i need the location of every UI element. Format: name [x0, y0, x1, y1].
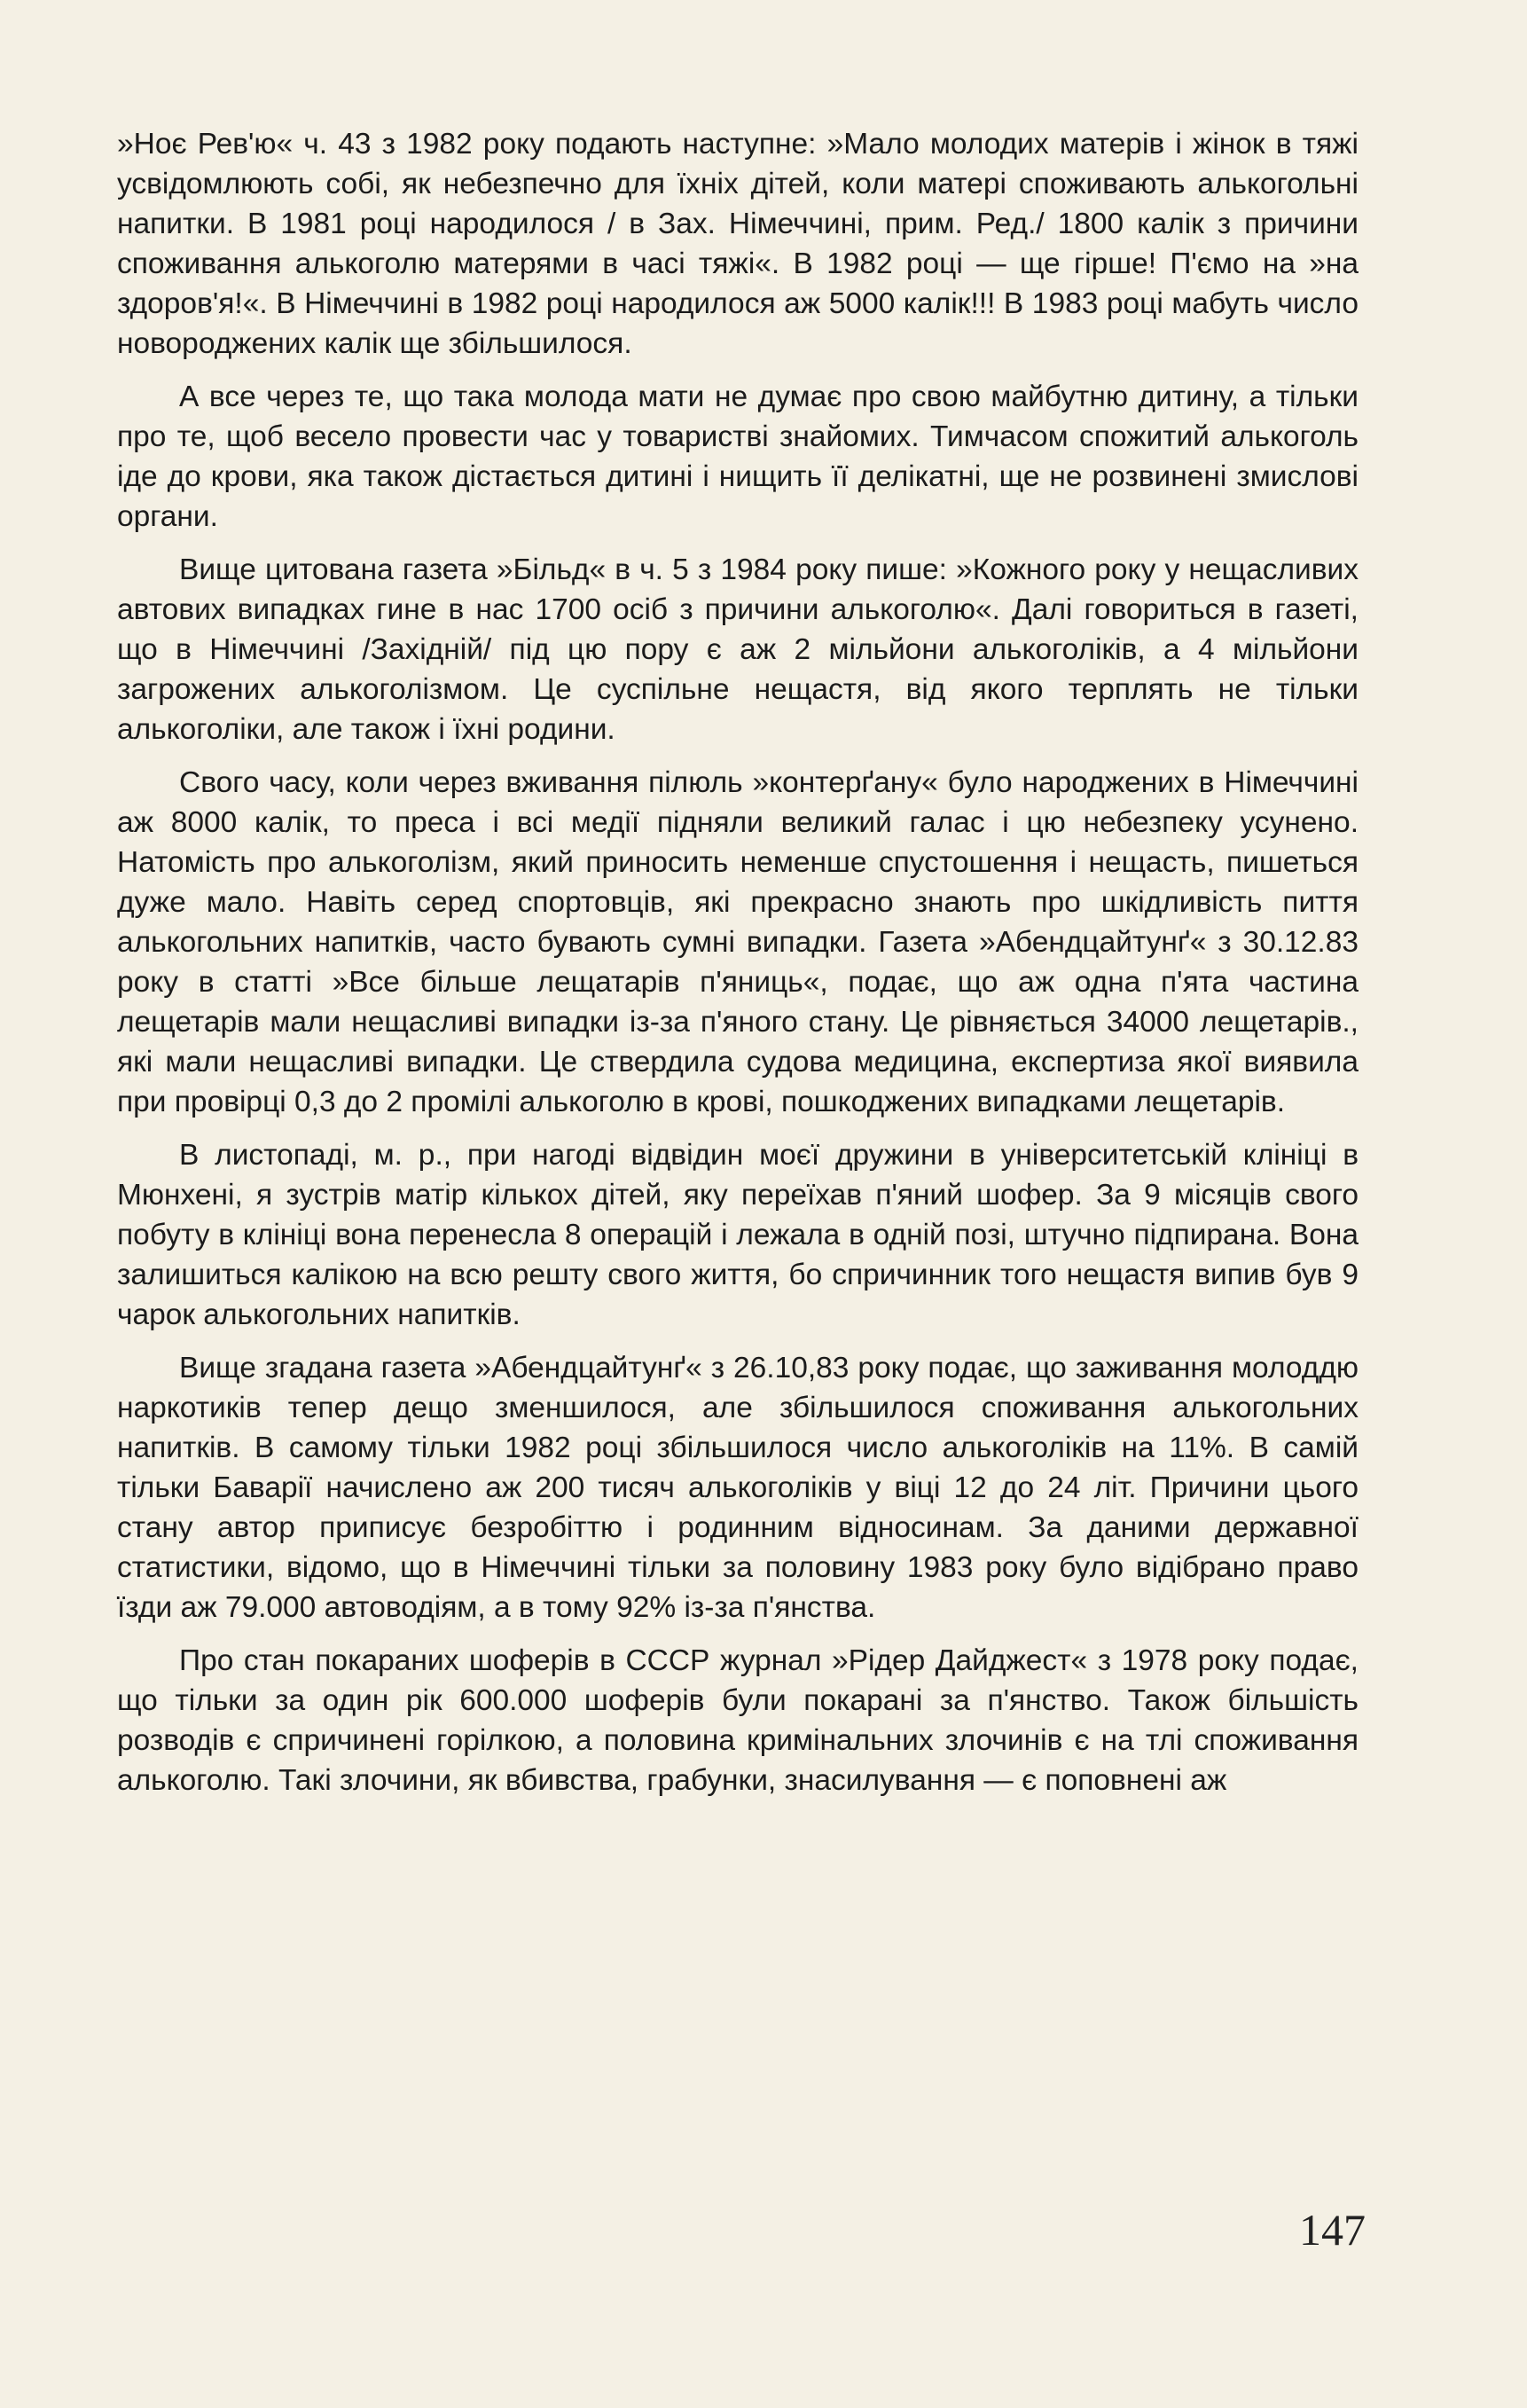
- page-number: 147: [1299, 2205, 1366, 2255]
- paragraph-1: »Ноє Рев'ю« ч. 43 з 1982 року подають наступне: »Мало молодих матерів і жінок в тяжі усвідомлюють собі, як небезпечно для їхніх дітей, коли матері споживають алькогольні напитки. В 1981 році народилося / в Зах. Німеччині, прим. Ред./ 1800 калік з причини споживання алькоголю матерями в часі тяжі«. В 1982 році — ще гірше! П'ємо на »на здоров'я!«. В Німеччині в 1982 році народилося аж 5000 калік!!! В 1983 році мабуть число новороджених калік ще збільшилося.: [117, 128, 1359, 360]
- body-text: [117, 124, 1359, 1814]
- paragraph-2: А все через те, що така молода мати не думає про свою майбутню дитину, а тільки про те, щоб весело провести час у товаристві знайомих. Тимчасом спожитий алькоголь іде до крови, яка також дістається дитині і нищить її делікатні, ще не розвинені змислові органи.: [117, 380, 1359, 533]
- paragraph-6: Вище згадана газета »Абендцайтунґ« з 26.10,83 року подає, що заживання молоддю наркотиків тепер дещо зменшилося, але збільшилося споживання алькогольних напитків. В самому тільки 1982 році збільшилося число алькоголіків на 11%. В самій тільки Баварії начислено аж 200 тисяч алькоголіків у віці 12 до 24 літ. Причини цього стану автор приписує безробіттю і родинним відносинам. За даними державної статистики, відомо, що в Німеччині тільки за половину 1983 року було відібрано право їзди аж 79.000 автоводіям, а в тому 92% із-за п'янства.: [117, 1352, 1359, 1624]
- paragraph-3: Вище цитована газета »Більд« в ч. 5 з 1984 року пише: »Кожного року у нещасливих автових випадках гине в нас 1700 осіб з причини алькоголю«. Далі говориться в газеті, що в Німеччині /Західній/ під цю пору є аж 2 мільйони алькоголіків, а 4 мільйони загрожених алькоголізмом. Це суспільне нещастя, від якого терплять не тільки алькоголіки, але також і їхні родини.: [117, 553, 1359, 746]
- paragraph-4: Свого часу, коли через вживання пілюль »контерґану« було народжених в Німеччині аж 8000 калік, то преса і всі медії підняли великий галас і цю небезпеку усунено. Натомість про алькоголізм, який приносить неменше спустошення і нещасть, пишеться дуже мало. Навіть серед спортовців, які прекрасно знають про шкідливість пиття алькогольних напитків, часто бувають сумні випадки. Газета »Абендцайтунґ« з 30.12.83 року в статті »Все більше лещатарів п'яниць«, подає, що аж одна п'ята частина лещетарів мали нещасливі випадки із-за п'яного стану. Це рівняється 34000 лещетарів., які мали нещасливі випадки. Це ствердила судова медицина, експертиза якої виявила при провірці 0,3 до 2 промілі алькоголю в крові, пошкоджених випадками лещетарів.: [117, 766, 1359, 1118]
- paragraph-7: Про стан покараних шоферів в СССР журнал »Рідер Дайджест« з 1978 року подає, що тільки за один рік 600.000 шоферів були покарані за п'янство. Також більшість розводів є спричинені горілкою, а половина кримінальних злочинів є на тлі споживання алькоголю. Такі злочини, як вбивства, грабунки, знасилування — є поповнені аж: [117, 1644, 1359, 1797]
- paragraph-5: В листопаді, м. р., при нагоді відвідин моєї дружини в університетській клініці в Мюнхені, я зустрів матір кількох дітей, яку переїхав п'яний шофер. За 9 місяців свого побуту в клініці вона перенесла 8 операцій і лежала в одній позі, штучно підпирана. Вона залишиться калікою на всю решту свого життя, бо спричинник того нещастя випив був 9 чарок алькогольних напитків.: [117, 1139, 1359, 1331]
